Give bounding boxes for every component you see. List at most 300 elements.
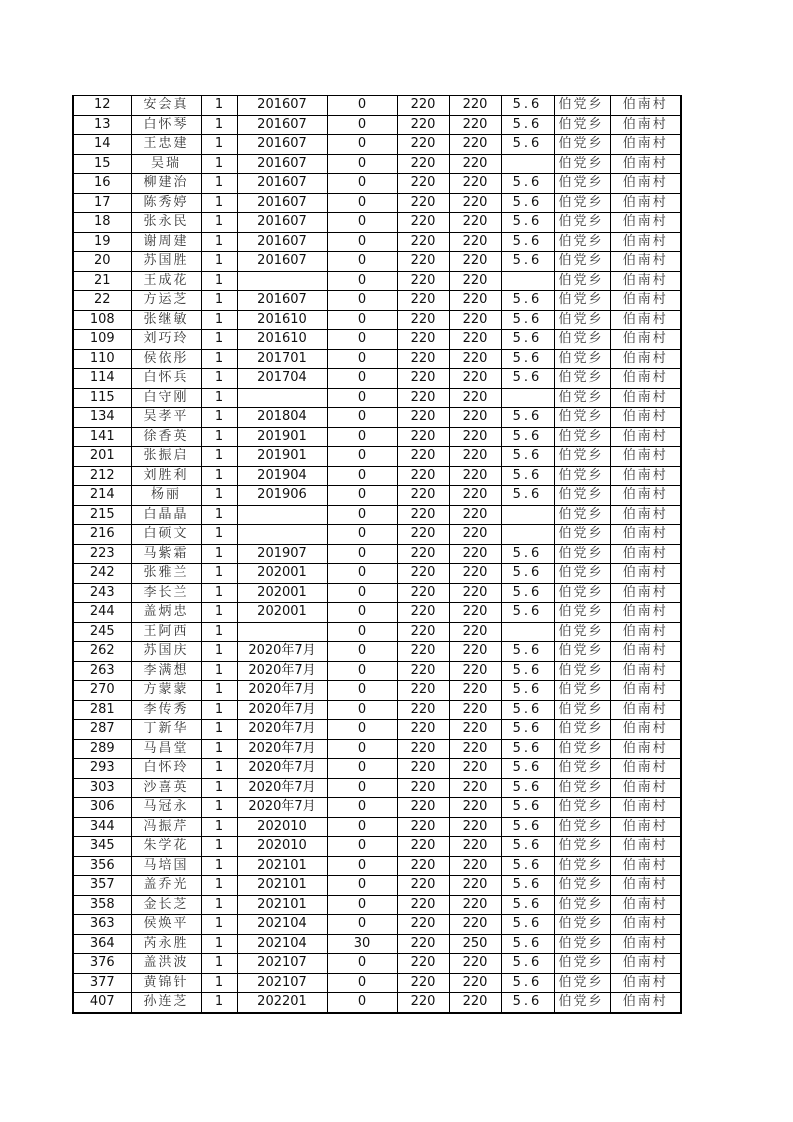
village-cell: 伯南村 [610,856,681,876]
rate-cell: 5.6 [501,427,554,447]
total-amount-cell: 220 [449,681,501,701]
total-amount-cell: 220 [449,622,501,642]
id-cell: 281 [73,700,131,720]
table-row [73,934,681,954]
village-cell: 伯南村 [610,525,681,545]
base-amount-cell: 220 [397,837,449,857]
name-cell: 张继敏 [131,310,201,330]
start-date-cell: 2020年7月 [237,720,327,740]
name-cell: 白怀兵 [131,369,201,389]
count-cell: 1 [201,252,237,272]
total-amount-cell: 220 [449,388,501,408]
id-cell: 358 [73,895,131,915]
name-cell: 李传秀 [131,700,201,720]
rate-cell: 5.6 [501,408,554,428]
total-amount-cell: 220 [449,564,501,584]
start-date-cell: 202107 [237,973,327,993]
id-cell: 245 [73,622,131,642]
base-amount-cell: 220 [397,525,449,545]
start-date-cell: 201607 [237,232,327,252]
township-cell: 伯党乡 [554,973,610,993]
start-date-cell: 201607 [237,96,327,116]
id-cell: 201 [73,447,131,467]
extra-cell: 0 [327,622,397,642]
id-cell: 244 [73,603,131,623]
base-amount-cell: 220 [397,213,449,233]
count-cell: 1 [201,115,237,135]
table-row [73,349,681,369]
count-cell: 1 [201,856,237,876]
id-cell: 293 [73,759,131,779]
name-cell: 芮永胜 [131,934,201,954]
id-cell: 18 [73,213,131,233]
count-cell: 1 [201,681,237,701]
total-amount-cell: 220 [449,817,501,837]
township-cell: 伯党乡 [554,661,610,681]
base-amount-cell: 220 [397,135,449,155]
extra-cell: 0 [327,603,397,623]
total-amount-cell: 220 [449,408,501,428]
table-row [73,252,681,272]
village-cell: 伯南村 [610,642,681,662]
table-row [73,232,681,252]
village-cell: 伯南村 [610,291,681,311]
extra-cell: 0 [327,369,397,389]
count-cell: 1 [201,564,237,584]
village-cell: 伯南村 [610,564,681,584]
rate-cell: 5.6 [501,876,554,896]
township-cell: 伯党乡 [554,232,610,252]
village-cell: 伯南村 [610,661,681,681]
village-cell: 伯南村 [610,954,681,974]
table-row [73,525,681,545]
base-amount-cell: 220 [397,739,449,759]
count-cell: 1 [201,700,237,720]
total-amount-cell: 220 [449,973,501,993]
table-row [73,544,681,564]
base-amount-cell: 220 [397,759,449,779]
extra-cell: 0 [327,154,397,174]
extra-cell: 0 [327,544,397,564]
start-date-cell: 201607 [237,291,327,311]
village-cell: 伯南村 [610,174,681,194]
total-amount-cell: 220 [449,154,501,174]
base-amount-cell: 220 [397,193,449,213]
table-row [73,427,681,447]
id-cell: 141 [73,427,131,447]
township-cell: 伯党乡 [554,525,610,545]
id-cell: 306 [73,798,131,818]
id-cell: 287 [73,720,131,740]
extra-cell: 0 [327,174,397,194]
total-amount-cell: 220 [449,135,501,155]
id-cell: 14 [73,135,131,155]
base-amount-cell: 220 [397,895,449,915]
base-amount-cell: 220 [397,486,449,506]
village-cell: 伯南村 [610,427,681,447]
base-amount-cell: 220 [397,232,449,252]
township-cell: 伯党乡 [554,310,610,330]
township-cell: 伯党乡 [554,954,610,974]
township-cell: 伯党乡 [554,895,610,915]
table-body [73,96,681,1013]
township-cell: 伯党乡 [554,778,610,798]
extra-cell: 0 [327,447,397,467]
township-cell: 伯党乡 [554,193,610,213]
extra-cell: 0 [327,232,397,252]
total-amount-cell: 220 [449,232,501,252]
rate-cell: 5.6 [501,700,554,720]
table-row [73,642,681,662]
start-date-cell: 2020年7月 [237,739,327,759]
id-cell: 214 [73,486,131,506]
id-cell: 376 [73,954,131,974]
base-amount-cell: 220 [397,544,449,564]
name-cell: 张振启 [131,447,201,467]
count-cell: 1 [201,642,237,662]
base-amount-cell: 220 [397,154,449,174]
village-cell: 伯南村 [610,681,681,701]
id-cell: 13 [73,115,131,135]
start-date-cell: 202101 [237,876,327,896]
id-cell: 357 [73,876,131,896]
total-amount-cell: 220 [449,291,501,311]
start-date-cell: 2020年7月 [237,661,327,681]
table-row [73,876,681,896]
total-amount-cell: 220 [449,583,501,603]
name-cell: 王成花 [131,271,201,291]
id-cell: 21 [73,271,131,291]
count-cell: 1 [201,486,237,506]
start-date-cell: 2020年7月 [237,700,327,720]
name-cell: 张雅兰 [131,564,201,584]
count-cell: 1 [201,154,237,174]
village-cell: 伯南村 [610,778,681,798]
name-cell: 盖乔光 [131,876,201,896]
extra-cell: 30 [327,934,397,954]
village-cell: 伯南村 [610,271,681,291]
count-cell: 1 [201,778,237,798]
start-date-cell: 202001 [237,583,327,603]
count-cell: 1 [201,310,237,330]
table-row [73,135,681,155]
id-cell: 114 [73,369,131,389]
name-cell: 侯依彤 [131,349,201,369]
id-cell: 16 [73,174,131,194]
rate-cell: 5.6 [501,174,554,194]
table-row [73,291,681,311]
village-cell: 伯南村 [610,252,681,272]
name-cell: 冯振芹 [131,817,201,837]
township-cell: 伯党乡 [554,583,610,603]
base-amount-cell: 220 [397,954,449,974]
base-amount-cell: 220 [397,96,449,116]
extra-cell: 0 [327,720,397,740]
table-row [73,895,681,915]
rate-cell: 5.6 [501,778,554,798]
rate-cell: 5.6 [501,310,554,330]
table-row [73,408,681,428]
id-cell: 344 [73,817,131,837]
rate-cell: 5.6 [501,681,554,701]
count-cell: 1 [201,96,237,116]
township-cell: 伯党乡 [554,544,610,564]
count-cell: 1 [201,408,237,428]
total-amount-cell: 220 [449,837,501,857]
extra-cell: 0 [327,486,397,506]
count-cell: 1 [201,993,237,1013]
total-amount-cell: 220 [449,310,501,330]
township-cell: 伯党乡 [554,213,610,233]
village-cell: 伯南村 [610,973,681,993]
id-cell: 212 [73,466,131,486]
total-amount-cell: 250 [449,934,501,954]
start-date-cell: 202101 [237,856,327,876]
township-cell: 伯党乡 [554,369,610,389]
extra-cell: 0 [327,954,397,974]
extra-cell: 0 [327,252,397,272]
base-amount-cell: 220 [397,388,449,408]
count-cell: 1 [201,603,237,623]
name-cell: 苏国庆 [131,642,201,662]
count-cell: 1 [201,369,237,389]
rate-cell: 5.6 [501,232,554,252]
id-cell: 109 [73,330,131,350]
start-date-cell: 201607 [237,174,327,194]
id-cell: 345 [73,837,131,857]
total-amount-cell: 220 [449,349,501,369]
total-amount-cell: 220 [449,642,501,662]
id-cell: 19 [73,232,131,252]
extra-cell: 0 [327,115,397,135]
township-cell: 伯党乡 [554,759,610,779]
base-amount-cell: 220 [397,720,449,740]
extra-cell: 0 [327,388,397,408]
name-cell: 白晶晶 [131,505,201,525]
name-cell: 吴孝平 [131,408,201,428]
table-row [73,447,681,467]
id-cell: 216 [73,525,131,545]
base-amount-cell: 220 [397,700,449,720]
village-cell: 伯南村 [610,895,681,915]
village-cell: 伯南村 [610,700,681,720]
total-amount-cell: 220 [449,330,501,350]
count-cell: 1 [201,291,237,311]
base-amount-cell: 220 [397,330,449,350]
extra-cell: 0 [327,505,397,525]
rate-cell: 5.6 [501,993,554,1013]
base-amount-cell: 220 [397,115,449,135]
name-cell: 丁新华 [131,720,201,740]
village-cell: 伯南村 [610,330,681,350]
start-date-cell: 202107 [237,954,327,974]
rate-cell: 5.6 [501,817,554,837]
base-amount-cell: 220 [397,271,449,291]
village-cell: 伯南村 [610,583,681,603]
count-cell: 1 [201,330,237,350]
start-date-cell: 201607 [237,252,327,272]
base-amount-cell: 220 [397,661,449,681]
base-amount-cell: 220 [397,408,449,428]
id-cell: 377 [73,973,131,993]
total-amount-cell: 220 [449,213,501,233]
rate-cell: 5.6 [501,291,554,311]
start-date-cell: 201704 [237,369,327,389]
name-cell: 柳建治 [131,174,201,194]
township-cell: 伯党乡 [554,154,610,174]
rate-cell: 5.6 [501,837,554,857]
extra-cell: 0 [327,213,397,233]
village-cell: 伯南村 [610,213,681,233]
start-date-cell: 201901 [237,447,327,467]
base-amount-cell: 220 [397,427,449,447]
name-cell: 朱学花 [131,837,201,857]
village-cell: 伯南村 [610,232,681,252]
total-amount-cell: 220 [449,603,501,623]
count-cell: 1 [201,934,237,954]
township-cell: 伯党乡 [554,934,610,954]
table-row [73,115,681,135]
start-date-cell: 2020年7月 [237,798,327,818]
rate-cell: 5.6 [501,213,554,233]
rate-cell: 5.6 [501,447,554,467]
start-date-cell: 201607 [237,193,327,213]
count-cell: 1 [201,954,237,974]
base-amount-cell: 220 [397,876,449,896]
name-cell: 王阿西 [131,622,201,642]
village-cell: 伯南村 [610,837,681,857]
name-cell: 方蒙蒙 [131,681,201,701]
rate-cell [501,525,554,545]
count-cell: 1 [201,583,237,603]
table-row [73,486,681,506]
base-amount-cell: 220 [397,817,449,837]
village-cell: 伯南村 [610,193,681,213]
table-row [73,622,681,642]
township-cell: 伯党乡 [554,720,610,740]
total-amount-cell: 220 [449,369,501,389]
count-cell: 1 [201,895,237,915]
table-row [73,856,681,876]
start-date-cell [237,525,327,545]
rate-cell: 5.6 [501,759,554,779]
village-cell: 伯南村 [610,603,681,623]
total-amount-cell: 220 [449,876,501,896]
name-cell: 李满想 [131,661,201,681]
id-cell: 223 [73,544,131,564]
table-row [73,388,681,408]
start-date-cell: 201906 [237,486,327,506]
rate-cell: 5.6 [501,720,554,740]
id-cell: 20 [73,252,131,272]
table-row [73,369,681,389]
start-date-cell: 202104 [237,915,327,935]
township-cell: 伯党乡 [554,915,610,935]
base-amount-cell: 220 [397,174,449,194]
township-cell: 伯党乡 [554,115,610,135]
count-cell: 1 [201,525,237,545]
start-date-cell: 201607 [237,135,327,155]
rate-cell: 5.6 [501,252,554,272]
township-cell: 伯党乡 [554,486,610,506]
base-amount-cell: 220 [397,856,449,876]
base-amount-cell: 220 [397,466,449,486]
start-date-cell: 201907 [237,544,327,564]
total-amount-cell: 220 [449,778,501,798]
township-cell: 伯党乡 [554,505,610,525]
village-cell: 伯南村 [610,96,681,116]
table-row [73,681,681,701]
village-cell: 伯南村 [610,486,681,506]
start-date-cell: 201610 [237,330,327,350]
base-amount-cell: 220 [397,622,449,642]
start-date-cell [237,388,327,408]
township-cell: 伯党乡 [554,603,610,623]
township-cell: 伯党乡 [554,622,610,642]
table-row [73,759,681,779]
township-cell: 伯党乡 [554,564,610,584]
name-cell: 马昌堂 [131,739,201,759]
extra-cell: 0 [327,564,397,584]
township-cell: 伯党乡 [554,739,610,759]
extra-cell: 0 [327,993,397,1013]
village-cell: 伯南村 [610,817,681,837]
id-cell: 289 [73,739,131,759]
village-cell: 伯南村 [610,369,681,389]
table-row [73,310,681,330]
table-row [73,96,681,116]
table-row [73,174,681,194]
count-cell: 1 [201,622,237,642]
table-row [73,837,681,857]
name-cell: 白怀玲 [131,759,201,779]
base-amount-cell: 220 [397,798,449,818]
base-amount-cell: 220 [397,973,449,993]
count-cell: 1 [201,817,237,837]
rate-cell: 5.6 [501,739,554,759]
township-cell: 伯党乡 [554,96,610,116]
table-row [73,271,681,291]
village-cell: 伯南村 [610,349,681,369]
base-amount-cell: 220 [397,252,449,272]
rate-cell: 5.6 [501,544,554,564]
township-cell: 伯党乡 [554,700,610,720]
count-cell: 1 [201,739,237,759]
start-date-cell: 201607 [237,213,327,233]
start-date-cell: 202001 [237,603,327,623]
name-cell: 吴瑞 [131,154,201,174]
name-cell: 马冠永 [131,798,201,818]
table-row [73,564,681,584]
id-cell: 407 [73,993,131,1013]
base-amount-cell: 220 [397,681,449,701]
township-cell: 伯党乡 [554,466,610,486]
township-cell: 伯党乡 [554,642,610,662]
village-cell: 伯南村 [610,310,681,330]
start-date-cell [237,505,327,525]
start-date-cell: 202201 [237,993,327,1013]
start-date-cell [237,622,327,642]
start-date-cell: 2020年7月 [237,642,327,662]
table-row [73,739,681,759]
village-cell: 伯南村 [610,135,681,155]
total-amount-cell: 220 [449,486,501,506]
name-cell: 苏国胜 [131,252,201,272]
name-cell: 马培国 [131,856,201,876]
table-row [73,505,681,525]
village-cell: 伯南村 [610,544,681,564]
name-cell: 盖洪波 [131,954,201,974]
